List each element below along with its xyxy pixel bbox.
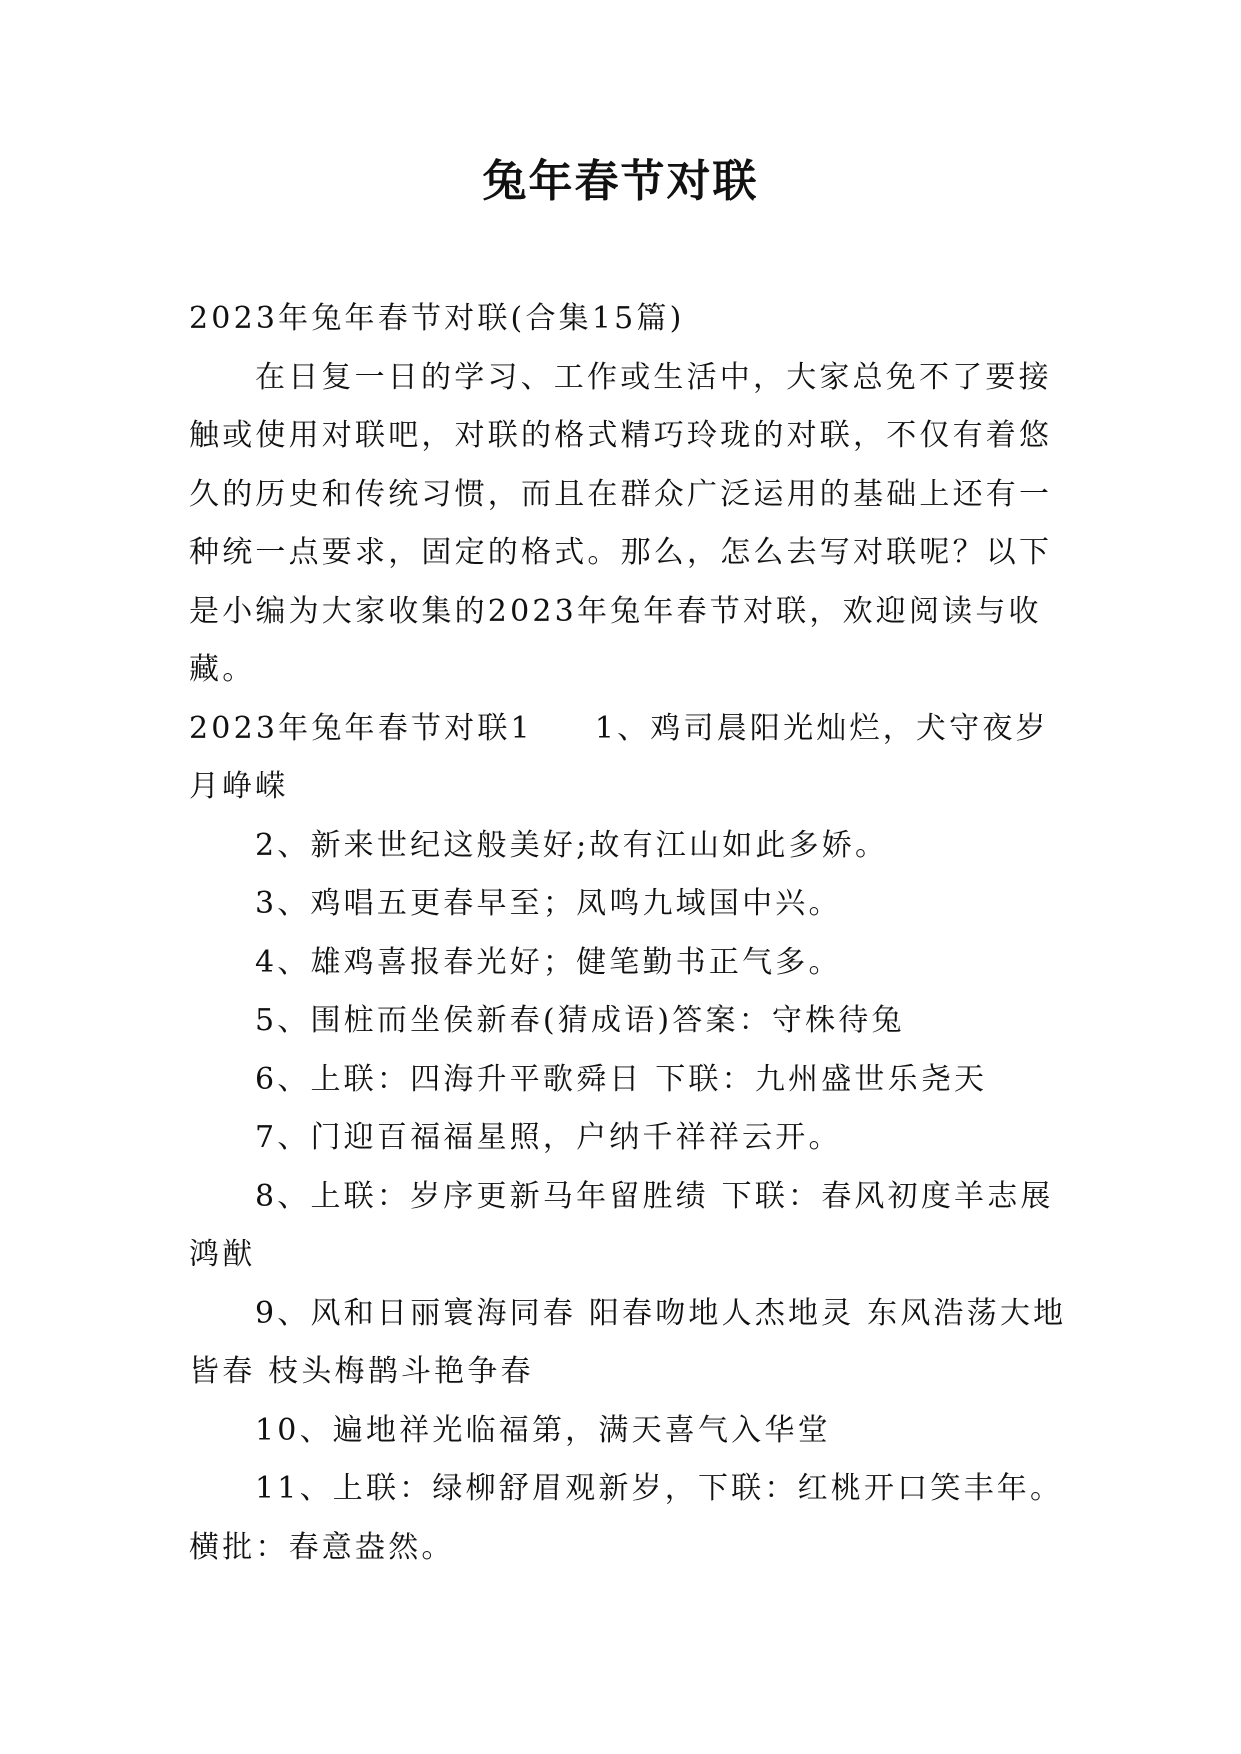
list-item: 8、上联：岁序更新马年留胜绩 下联：春风初度羊志展鸿猷 — [189, 1178, 1054, 1272]
list-item: 4、雄鸡喜报春光好；健笔勤书正气多。 — [255, 944, 842, 980]
section-heading: 2023年兔年春节对联1 — [189, 710, 533, 746]
list-item: 11、上联：绿柳舒眉观新岁，下联：红桃开口笑丰年。横批：春意盎然。 — [189, 1471, 1064, 1565]
list-item: 7、门迎百福福星照，户纳千祥祥云开。 — [255, 1120, 842, 1155]
list-item: 10、遍地祥光临福第，满天喜气入华堂 — [255, 1412, 831, 1448]
intro-paragraph: 在日复一日的学习、工作或生活中，大家总免不了要接触或使用对联吧，对联的格式精巧玲珑的对联，不仅有着悠久的历史和传统习惯，而且在群众广泛运用的基础上还有一种统一点要求，固定的格式。那么，怎么去写对联呢？以下是小编为大家收集的2023年兔年春节对联，欢迎阅读与收藏。 — [189, 359, 1053, 687]
document-body — [189, 290, 1069, 1577]
subtitle: 2023年兔年春节对联(合集15篇) — [189, 301, 685, 336]
list-item: 1、鸡司晨阳光灿烂，犬守夜岁月峥嵘 — [189, 710, 1049, 804]
list-item: 2、新来世纪这般美好;故有江山如此多娇。 — [255, 827, 889, 863]
document-title: 兔年春节对联 — [482, 156, 759, 207]
list-item: 6、上联：四海升平歌舜日 下联：九州盛世乐尧天 — [255, 1061, 988, 1097]
section-first-line — [189, 700, 1069, 817]
list-item: 9、风和日丽寰海同春 阳春吻地人杰地灵 东风浩荡大地皆春 枝头梅鹊斗艳争春 — [189, 1295, 1067, 1389]
list-item: 3、鸡唱五更春早至；凤鸣九域国中兴。 — [255, 886, 842, 921]
list-item: 5、围桩而坐侯新春(猜成语)答案：守株待兔 — [255, 1003, 905, 1038]
